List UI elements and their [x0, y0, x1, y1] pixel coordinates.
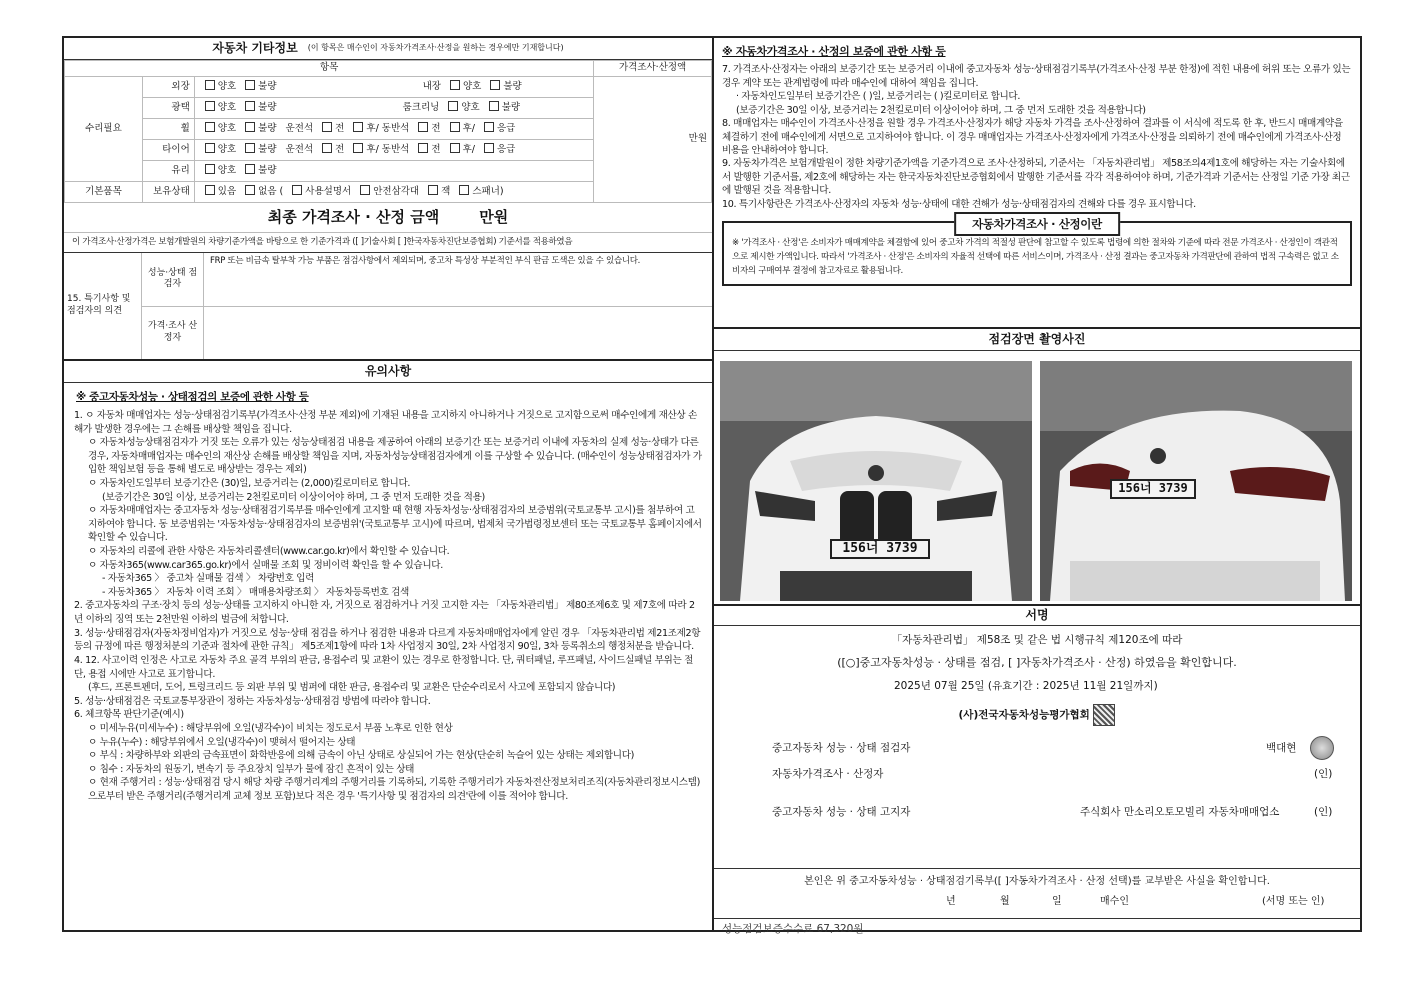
- price-item: 10. 특기사항란은 가격조사·산정자의 자동차 성능·상태에 대한 견해가 성능·상태점검자의 견해와 다를 경우 표시합니다.: [722, 198, 1196, 210]
- checkbox[interactable]: [205, 143, 215, 153]
- notifier-name: 주식회사 만소리오토모빌리 자동차매매업소: [1080, 806, 1280, 818]
- options-header: [64, 38, 712, 60]
- price-definition-text: ※ '가격조사 · 산정'은 소비자가 매매계약을 체결함에 있어 중고차 가격의 적절성 판단에 참고할 수 있도록 법령에 의한 절차와 기준에 따라 전문 가격조사 · 산정인이 객관적으로 제시한 가액입니다. 따라서 '가격조사 · 산정'은 소비자의 자율적 선택에 따른 서비스이며, 가격조사 · 산정 결과는 중고자동차 가격판단에 관하여 법적 구속력은 없고 소비자의 구매여부 결정에 참고자료로 활용됩니다.: [732, 238, 1339, 276]
- options-subtitle: (이 항목은 매수인이 자동차가격조사·산정을 원하는 경우에만 기재합니다): [307, 43, 564, 53]
- receipt-month: 월: [1000, 896, 1010, 907]
- checkbox[interactable]: [448, 101, 458, 111]
- checkbox[interactable]: [450, 143, 460, 153]
- notice-item: 6. 체크항목 판단기준(예시): [74, 709, 184, 721]
- price-definition-box: [722, 217, 1352, 286]
- inspector-stamp-icon: [1310, 736, 1334, 760]
- price-section-title: ※ 자동차가격조사 · 산정의 보증에 관한 사항 등: [722, 45, 946, 58]
- checkbox[interactable]: [490, 80, 500, 90]
- inspector-label: 중고자동차 성능 · 상태 점검자: [772, 742, 911, 754]
- appraiser-seal: (인): [1314, 768, 1333, 780]
- inspection-photos: [714, 351, 1360, 606]
- checkbox[interactable]: [353, 143, 363, 153]
- license-plate-front: 156너 3739: [830, 539, 930, 559]
- col-item: 항목: [65, 61, 594, 77]
- row-glass-values: 양호 불량: [194, 161, 593, 182]
- notice-item: 4. 12. 사고이력 인정은 사고로 자동차 주요 골격 부위의 판금, 용접수리 및 교환이 있는 경우로 한정합니다. 단, 쿼터패널, 루프패널, 사이드실패널 부위는 절단, 용접 시에만 사고로 표기합니다.: [74, 654, 693, 680]
- options-table: [64, 60, 712, 203]
- right-column: [714, 38, 1360, 935]
- appraiser-label: 자동차가격조사 · 산정자: [772, 768, 884, 780]
- sign-confirm: ([○]중고자동차성능 · 상태를 점검, [ ]자동차가격조사 · 산정) 하였음을 확인합니다.: [837, 656, 1237, 669]
- standard-note: 이 가격조사·산정가격은 보험개발원의 차량기준가액을 바탕으로 한 기준가격과 ([ ]기술사회 [ ]한국자동차진단보증협회) 기준서를 적용하였음: [64, 233, 712, 253]
- price-definition-title: 자동차가격조사 · 산정이란: [954, 212, 1120, 236]
- notifier-label: 중고자동차 성능 · 상태 고지자: [772, 806, 911, 818]
- checkbox[interactable]: [450, 122, 460, 132]
- checkbox[interactable]: [245, 185, 255, 195]
- notice-item: ㅇ 미세누유(미세누수) : 해당부위에 오일(냉각수)이 비치는 정도로서 부품 노후로 인한 현상: [88, 722, 453, 734]
- checkbox[interactable]: [205, 164, 215, 174]
- notice-item: - 자동차365 〉 자동차 이력 조회 〉 매매용차량조회 〉 자동차등록번호 검색: [102, 586, 409, 598]
- notice-item: 2. 중고자동차의 구조·장치 등의 성능·상태를 고지하지 아니한 자, 거짓으로 점검하거나 거짓 고지한 자는 「자동차관리법」 제80조제6호 및 제7호에 따라 2년 이하의 징역 또는 2천만원 이하의 벌금에 처합니다.: [74, 600, 695, 626]
- checkbox[interactable]: [418, 143, 428, 153]
- notice-item: ㅇ 자동차매매업자는 중고자동차 성능·상태점검기록부를 매수인에게 고지할 때 현행 자동차성능·상태점검자의 보증범위(국토교통부 고시)를 첨부하여 고지하여야 합니다. 동 보증범위는 '자동차성능·상태점검자의 보증범위'(국토교통부 고시)에 따르며, 법제처 국가법령정보센터 또는 국토교통부 홈페이지에서 확인할 수 있습니다.: [88, 505, 702, 544]
- org-seal-icon: [1093, 704, 1115, 726]
- receipt-year: 년: [946, 896, 956, 907]
- price-note: [204, 307, 712, 360]
- rear-car-image: [1040, 361, 1352, 601]
- checkbox[interactable]: [205, 185, 215, 195]
- special-label: 15. 특기사항 및 점검자의 의견: [64, 253, 142, 359]
- row-gloss: 광택: [142, 98, 194, 119]
- notice-item: 3. 성능·상태점검자(자동차정비업자)가 거짓으로 성능·상태 점검을 하거나 점검한 내용과 다르게 자동차매매업자에게 알린 경우 「자동차관리법 제21조제2항 등의 규정에 따른 행정처분의 기준과 절차에 관한 규칙」 제5조제1항에 따라 1차 사업정지 30일, 2차 사업정지 90일, 3차 등록취소의 행정처분을 받습니다.: [74, 627, 701, 653]
- checkbox[interactable]: [205, 122, 215, 132]
- checkbox[interactable]: [489, 101, 499, 111]
- notice-item: ㅇ 현재 주행거리 : 성능·상태점검 당시 해당 차량 주행거리계의 주행거리를 기록하되, 기록한 주행거리가 자동차전산정보처리조직(자동차관리정보시스템)으로부터 받은 주행거리(주행거리계 교체 정보 포함)보다 적은 경우 '특기사항 및 점검자의 의견'란에 이를 적어야 합니다.: [88, 777, 700, 803]
- col-price: 가격조사·산정액: [594, 61, 712, 77]
- inspection-fee: 성능점검보증수수료 67,320원: [722, 923, 864, 935]
- checkbox[interactable]: [450, 80, 460, 90]
- notice-item: ㅇ 자동차의 리콜에 관한 사항은 자동차리콜센터(www.car.go.kr)에서 확인할 수 있습니다.: [88, 546, 450, 558]
- row-room: 룸크리닝: [402, 102, 440, 114]
- row-exterior-values: 양호 불량 내장 양호 불량: [194, 77, 593, 98]
- receipt-text: 본인은 위 중고자동차성능 · 상태점검기록부([ ]자동차가격조사 · 산정 선택)를 교부받은 사실을 확인합니다.: [804, 876, 1270, 887]
- row-gloss-values: 양호 불량 룸크리닝 양호 불량: [194, 98, 593, 119]
- left-column: [64, 38, 714, 930]
- checkbox[interactable]: [418, 122, 428, 132]
- checkbox[interactable]: [428, 185, 438, 195]
- row-interior: 내장: [422, 81, 441, 93]
- special-notes: [64, 253, 712, 361]
- checkbox[interactable]: [360, 185, 370, 195]
- notice-item: 5. 성능·상태점검은 국토교통부장관이 정하는 자동차성능·상태점검 방법에 따라야 합니다.: [74, 695, 431, 707]
- sign-date: 2025년 07월 25일 (유효기간 : 2025년 11월 21일까지): [894, 680, 1158, 692]
- perf-note: FRP 또는 비금속 탈부착 가능 부품은 점검사항에서 제외되며, 중고차 특성상 부분적인 부식 판금 도색은 있을 수 있습니다.: [204, 253, 712, 307]
- checkbox[interactable]: [205, 80, 215, 90]
- row-status-values: 있음 없음 ( 사용설명서 안전삼각대 잭 스패너): [194, 182, 593, 203]
- price-item: 7. 가격조사·산정자는 아래의 보증기간 또는 보증거리 이내에 중고자동차 성능·상태점검기록부(가격조사·산정 부분 한정)에 적힌 내용에 허위 또는 오류가 있는 경우 계약 또는 관계법령에 따라 매수인에 대하여 책임을 집니다.: [722, 64, 1351, 89]
- final-amount-label: 최종 가격조사 · 산정 금액: [267, 207, 440, 226]
- checkbox[interactable]: [459, 185, 469, 195]
- row-wheel: 휠: [142, 119, 194, 140]
- document-page: [62, 36, 1362, 935]
- receipt-day: 일: [1052, 896, 1062, 907]
- row-tire-values: 양호 불량 운전석 전 후/ 동반석 전 후/ 응급: [194, 140, 593, 161]
- front-car-photo: [720, 361, 1032, 601]
- checkbox[interactable]: [322, 122, 332, 132]
- checkbox[interactable]: [484, 143, 494, 153]
- receipt-buyer: 매수인: [1100, 896, 1129, 907]
- checkbox[interactable]: [322, 143, 332, 153]
- group-basic: 기본품목: [65, 182, 143, 203]
- price-item: (보증기간은 30일 이상, 보증거리는 2천킬로미터 이상이어야 하며, 그 중 먼저 도래한 것을 적용합니다): [736, 104, 1146, 116]
- checkbox[interactable]: [245, 143, 255, 153]
- inspector-name: 백대현: [1266, 742, 1297, 754]
- license-plate-rear: 156너 3739: [1110, 479, 1196, 499]
- receipt-sign: (서명 또는 인): [1262, 896, 1325, 907]
- notice-title: ※ 중고자동차성능 · 상태점검의 보증에 관한 사항 등: [76, 391, 309, 404]
- checkbox[interactable]: [245, 101, 255, 111]
- row-tire: 타이어: [142, 140, 194, 161]
- checkbox[interactable]: [245, 164, 255, 174]
- price-item: 8. 매매업자는 매수인이 가격조사·산정을 원할 경우 가격조사·산정자가 해당 자동차 가격을 조사·산정하여 결과를 이 서식에 적도록 한 후, 반드시 매매계약을 체결하기 전에 매수인에게 서면으로 고지하여야 합니다. 이 경우 매매업자는 가격조사·산정자에게 가격조사·산정을 의뢰하기 전에 매수인에게 가격조사·산정 비용을 안내하여야 합니다.: [722, 118, 1343, 156]
- notice-item: ㅇ 자동차인도일부터 보증기간은 (30)일, 보증거리는 (2,000)킬로미터로 합니다.: [88, 478, 411, 489]
- notice-item: ㅇ 누유(누수) : 해당부위에서 오일(냉각수)이 맺혀서 떨어지는 상태: [88, 736, 356, 748]
- final-amount: [64, 203, 712, 233]
- price-label: 가격·조사 산정자: [147, 321, 198, 343]
- notice-item: ㅇ 침수 : 자동차의 원동기, 변속기 등 주요장치 일부가 물에 잠긴 흔적이 있는 상태: [88, 763, 415, 775]
- signature-section: [714, 626, 1360, 869]
- checkbox[interactable]: [245, 80, 255, 90]
- perf-label: 성능·상태 점검자: [142, 253, 203, 307]
- notice-item: 1. ㅇ 자동차 매매업자는 성능·상태점검기록부(가격조사·산정 부분 제외)에 기재된 내용을 고지하지 아니하거나 거짓으로 고지함으로써 매수인에게 재산상 손해가 발생한 경우에는 그 손해를 배상할 책임을 집니다.: [74, 409, 697, 435]
- group-repair: 수리필요: [65, 77, 143, 182]
- options-title: 자동차 기타정보: [212, 40, 298, 55]
- checkbox[interactable]: [353, 122, 363, 132]
- notice-item: ㅇ 부식 : 차량하부와 외판의 금속표면이 화학반응에 의해 금속이 아닌 상태로 상실되어 가는 현상(단순히 녹슬어 있는 상태는 제외합니다): [88, 750, 635, 762]
- price-item: · 자동차인도일부터 보증기간은 ( )일, 보증거리는 ( )킬로미터로 합니다.: [736, 91, 1021, 103]
- notice-section-title: 유의사항: [64, 361, 712, 383]
- notice-item: (후드, 프론트펜더, 도어, 트렁크리드 등 외판 부위 및 범퍼에 대한 판금, 용접수리 및 교환은 단순수리로서 사고에 포함되지 않습니다): [88, 682, 616, 694]
- checkbox[interactable]: [245, 122, 255, 132]
- row-glass: 유리: [142, 161, 194, 182]
- checkbox[interactable]: [292, 185, 302, 195]
- row-status: 보유상태: [142, 182, 194, 203]
- sign-law: 「자동차관리법」 제58조 및 같은 법 시행규칙 제120조에 따라: [891, 634, 1183, 646]
- row-exterior: 외장: [142, 77, 194, 98]
- notice-body: [64, 383, 712, 808]
- notice-item: ㅇ 자동차365(www.car365.go.kr)에서 실매물 조회 및 정비이력 확인을 할 수 있습니다.: [88, 559, 443, 571]
- price-item: 9. 자동차가격은 보험개발원이 정한 차량기준가액을 기준가격으로 조사·산정하되, 기준서는 「자동차관리법」 제58조의4제1호에 해당하는 자는 기술사회에서 발행한 기준서를, 제2호에 해당하는 자는 한국자동차진단보증협회에서 발행한 기준서를 각각 적용하여야 하며, 기준가격과 기준서는 산정일 기준 가장 최근에 발행된 것을 적용합니다.: [722, 158, 1350, 197]
- price-unit: 만원: [594, 77, 712, 203]
- sign-org: (사)전국자동차성능평가협회: [714, 704, 1360, 726]
- final-amount-unit: 만원: [479, 207, 509, 226]
- rear-car-photo: [1040, 361, 1352, 601]
- notice-item: (보증기간은 30일 이상, 보증거리는 2천킬로미터 이상이어야 하며, 그 중 먼저 도래한 것을 적용): [102, 491, 485, 503]
- price-guarantee-section: [714, 38, 1360, 329]
- photos-title: 점검장면 촬영사진: [714, 329, 1360, 351]
- checkbox[interactable]: [205, 101, 215, 111]
- notice-item: ㅇ 자동차성능상태점검자가 거짓 또는 오류가 있는 성능상태점검 내용을 제공하여 아래의 보증기간 또는 보증거리 이내에 자동차의 실제 성능·상태가 다른 경우, 자동차매매업자는 매수인의 재산상 손해를 배상할 책임을 지며, 자동차성능상태점검자에게 이를 구상할 수 있습니다. (매수인이 성능상태점검자가 가입한 책임보험 등을 통해 별도로 배상받는 경우는 제외): [88, 437, 702, 476]
- front-car-image: [720, 361, 1032, 601]
- receipt-section: [714, 869, 1360, 919]
- row-wheel-values: 양호 불량 운전석 전 후/ 동반석 전 후/ 응급: [194, 119, 593, 140]
- notifier-seal: (인): [1314, 806, 1333, 818]
- sign-title: 서명: [714, 606, 1360, 626]
- checkbox[interactable]: [484, 122, 494, 132]
- notice-item: - 자동차365 〉 중고차 실매물 검색 〉 차량번호 입력: [102, 573, 315, 585]
